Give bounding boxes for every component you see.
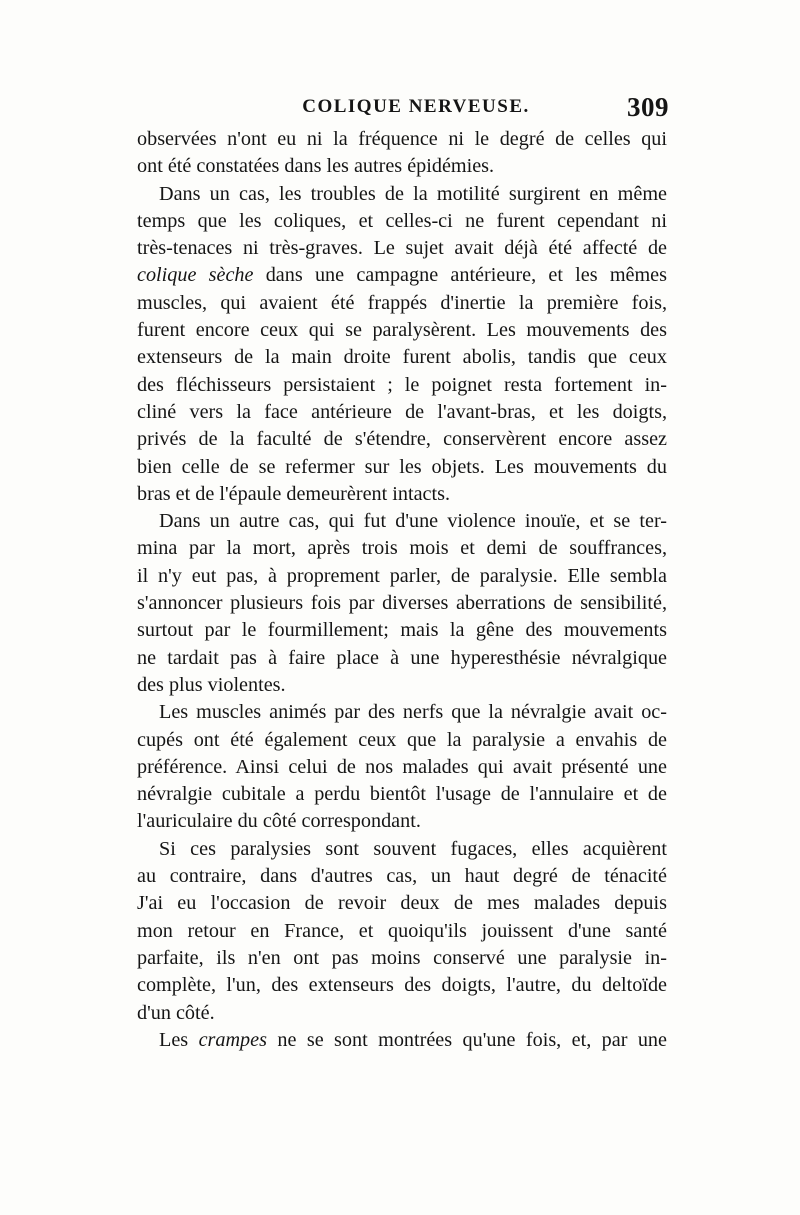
body-text (137, 126, 667, 1054)
text-line: bien celle de se refermer sur les objets. Les mouvements du (137, 455, 667, 478)
paragraph-first-line: Si ces paralysies sont souvent fugaces, elles acquièrent (159, 837, 667, 860)
text-line: ne tardait pas à faire place à une hyperesthésie névralgique (137, 646, 667, 669)
text-line: névralgie cubitale a perdu bientôt l'usage de l'annulaire et de (137, 783, 667, 806)
text-line: privés de la faculté de s'étendre, conservèrent encore assez (137, 428, 667, 451)
text-line: des plus violentes. (137, 673, 286, 696)
text-line: cupés ont été également ceux que la paralysie a envahis de (137, 728, 667, 751)
line-continuation: dans une campagne antérieure, et les mêmes (253, 264, 668, 287)
italic-term: crampes (198, 1028, 267, 1051)
paragraph-first-line: Les muscles animés par des nerfs que la névralgie avait oc- (159, 701, 667, 724)
line-start: Les (159, 1028, 199, 1051)
text-line: observées n'ont eu ni la fréquence ni le degré de celles qui (137, 128, 667, 150)
text-line: l'auriculaire du côté correspondant. (137, 810, 421, 833)
text-line: parfaite, ils n'en ont pas moins conservé une paralysie in- (137, 946, 667, 969)
line-continuation: ne se sont montrées qu'une fois, et, par une (266, 1028, 667, 1051)
text-line: cliné vers la face antérieure de l'avant-bras, et les doigts, (137, 400, 667, 423)
text-line: très-tenaces ni très-graves. Le sujet avait déjà été affecté de (137, 237, 667, 260)
text-line: complète, l'un, des extenseurs des doigts, l'autre, du deltoïde (137, 974, 667, 997)
text-line: J'ai eu l'occasion de revoir deux de mes malades depuis (137, 892, 667, 915)
text-line: il n'y eut pas, à proprement parler, de paralysie. Elle sembla (137, 564, 667, 587)
text-line: extenseurs de la main droite furent abolis, tandis que ceux (137, 346, 667, 369)
text-line: furent encore ceux qui se paralysèrent. Les mouvements des (137, 319, 667, 342)
text-line: ont été constatées dans les autres épidémies. (137, 155, 495, 178)
text-line: temps que les coliques, et celles-ci ne furent cependant ni (137, 209, 667, 232)
text-line: mon retour en France, et quoiqu'ils jouissent d'une santé (137, 919, 667, 942)
text-line: muscles, qui avaient été frappés d'inertie la première fois, (137, 291, 667, 314)
running-title: COLIQUE NERVEUSE. (302, 96, 530, 117)
text-line: surtout par le fourmillement; mais la gêne des mouvements (137, 619, 667, 642)
paragraph-first-line (137, 1027, 667, 1054)
paragraph-first-line: Dans un autre cas, qui fut d'une violence inouïe, et se ter- (159, 510, 667, 533)
text-line: s'annoncer plusieurs fois par diverses aberrations de sensibilité, (137, 592, 667, 615)
page-number: 309 (627, 92, 669, 122)
italic-term: colique sèche (137, 264, 254, 287)
text-line: d'un côté. (137, 1001, 215, 1024)
text-line: bras et de l'épaule demeurèrent intacts. (137, 482, 451, 505)
text-line: des fléchisseurs persistaient ; le poignet resta fortement in- (137, 373, 667, 396)
text-line: mina par la mort, après trois mois et demi de souffrances, (137, 537, 667, 560)
text-line: au contraire, dans d'autres cas, un haut degré de ténacité (137, 865, 667, 888)
text-line (137, 262, 667, 289)
running-head (137, 92, 667, 122)
paragraph-first-line: Dans un cas, les troubles de la motilité surgirent en même (159, 182, 667, 205)
text-line: préférence. Ainsi celui de nos malades qui avait présenté une (137, 755, 667, 778)
